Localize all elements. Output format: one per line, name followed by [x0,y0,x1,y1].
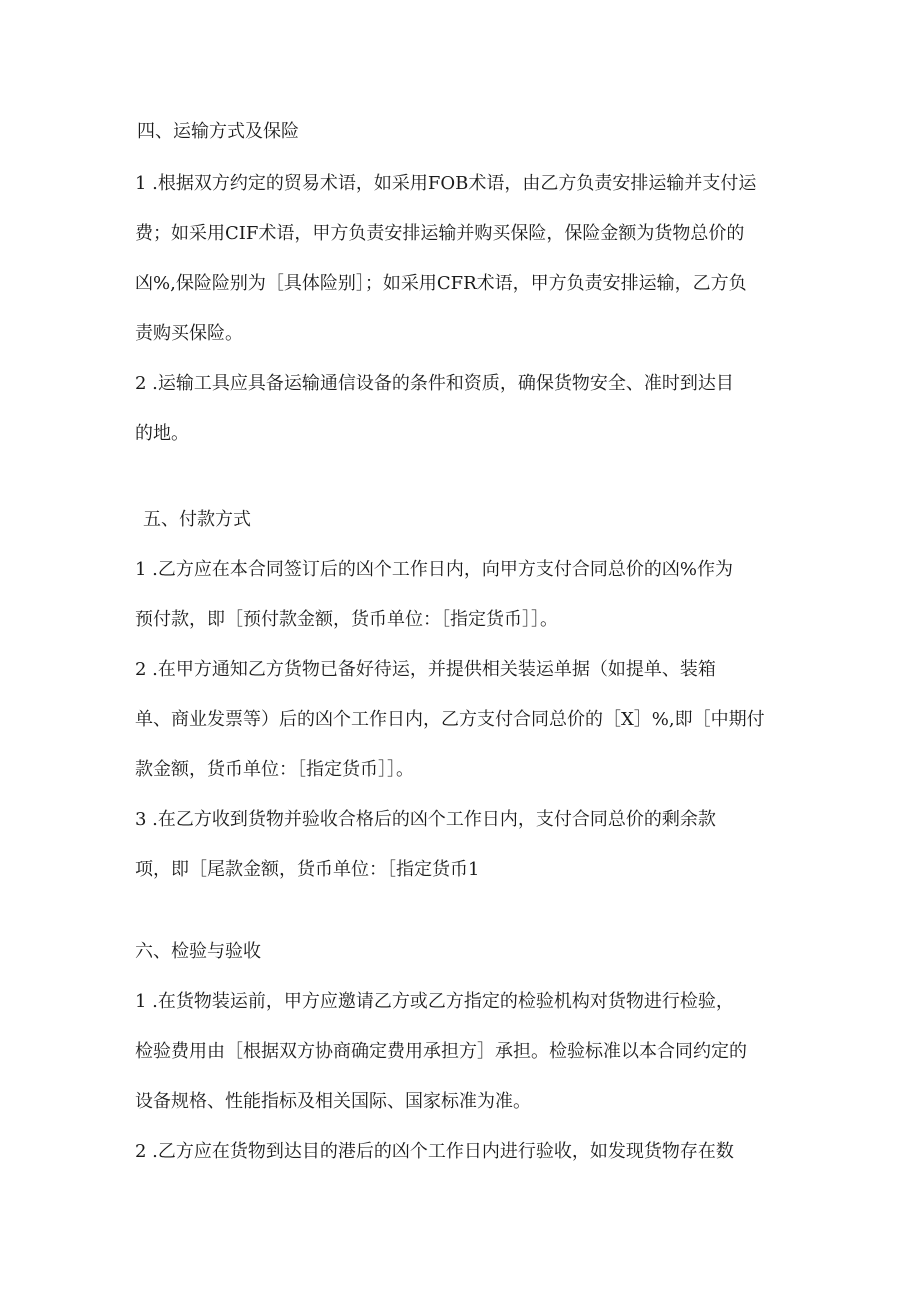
paragraph [135,795,775,895]
paragraph [135,359,775,459]
text-line: 检验费用由［根据双方协商确定费用承担方］承担。检验标准以本合同约定的 [135,1041,747,1062]
text-line: 2 .运输工具应具备运输通信设备的条件和资质，确保货物安全、准时到达目 [135,373,734,394]
text-line: 责购买保险。 [135,323,243,344]
section-payment [135,505,775,895]
text-line: 款金额，货币单位：［指定货币］］。 [135,759,414,780]
text-line: 1 .乙方应在本合同签订后的凶个工作日内，向甲方支付合同总价的凶%作为 [135,559,733,580]
text-line: 设备规格、性能指标及相关国际、国家标准为准。 [135,1091,531,1112]
text-line: 1 .在货物装运前，甲方应邀请乙方或乙方指定的检验机构对货物进行检验， [135,991,734,1012]
text-line: 1 .根据双方约定的贸易术语，如采用FOB术语，由乙方负责安排运输并支付运 [135,173,757,194]
paragraph [135,545,775,645]
paragraph [135,1127,775,1177]
text-line: 凶%,保险险别为［具体险别］；如采用CFR术语，甲方负责安排运输，乙方负 [135,273,747,294]
text-line: 项，即［尾款金额，货币单位：［指定货币1 [135,859,480,880]
section-heading: 六、检验与验收 [135,941,261,962]
text-line: 费；如采用CIF术语，甲方负责安排运输并购买保险，保险金额为货物总价的 [135,223,745,244]
text-line: 单、商业发票等）后的凶个工作日内，乙方支付合同总价的［X］%,即［中期付 [135,709,765,730]
section-heading: 五、付款方式 [143,509,251,530]
text-line: 的地。 [135,423,189,444]
text-line: 2 .在甲方通知乙方货物已备好待运，并提供相关装运单据（如提单、装箱 [135,659,716,680]
section-transport-insurance [135,117,775,459]
section-inspection-acceptance [135,937,775,1177]
paragraph [135,645,775,795]
paragraph [135,977,775,1127]
text-line: 预付款，即［预付款金额，货币单位：［指定货币］］。 [135,609,558,630]
text-line: 2 .乙方应在货物到达目的港后的凶个工作日内进行验收，如发现货物存在数 [135,1141,734,1162]
text-line: 3 .在乙方收到货物并验收合格后的凶个工作日内，支付合同总价的剩余款 [135,809,716,830]
paragraph [135,159,775,359]
section-heading: 四、运输方式及保险 [137,121,299,142]
